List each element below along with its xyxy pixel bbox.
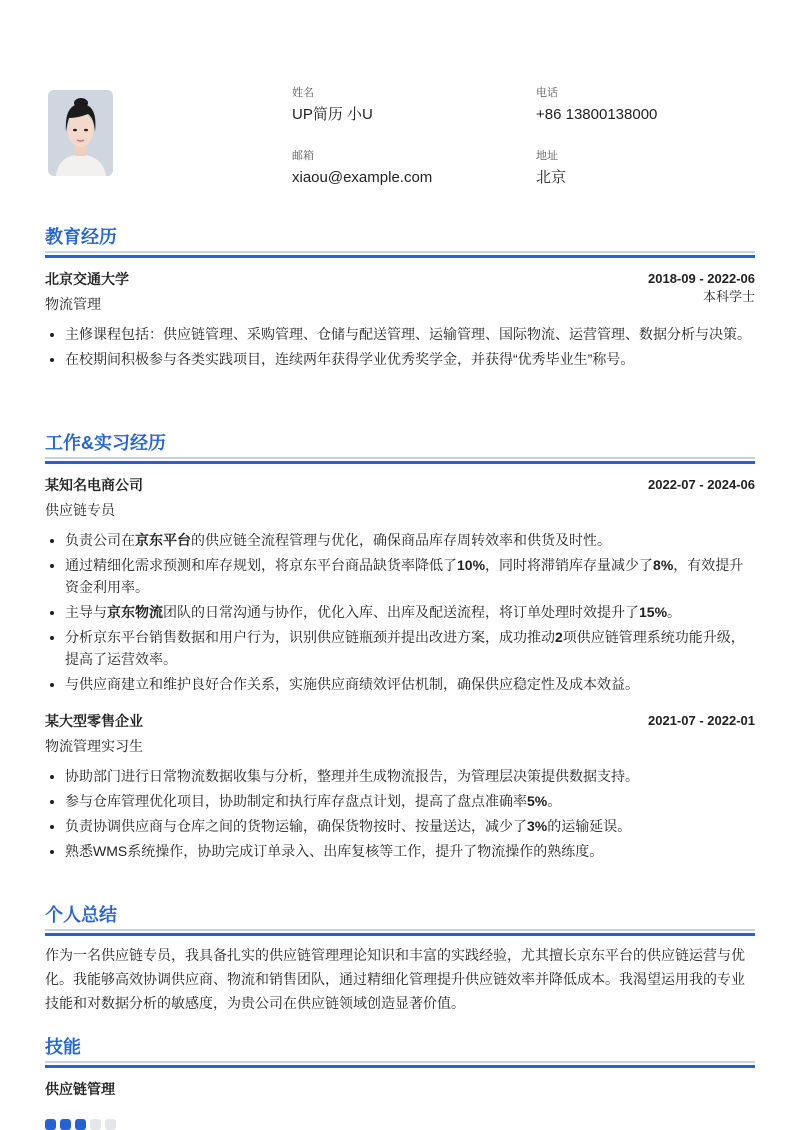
portrait-image — [48, 90, 113, 176]
text-segment: 负责公司在 — [65, 532, 135, 548]
text-segment: 的运输延误。 — [547, 818, 632, 834]
field-label: 地址 — [536, 150, 558, 162]
field-name — [292, 86, 373, 126]
divider — [45, 1065, 755, 1068]
text-segment: 的供应链全流程管理与优化，确保商品库存周转效率和供货及时性。 — [191, 532, 611, 548]
date-range: 2018-09 - 2022-06 — [648, 271, 755, 286]
list-item — [65, 626, 755, 670]
field-value: +86 13800138000 — [536, 106, 658, 123]
text-segment: 项供应链管理系统功能升级，提高了运营效率。 — [65, 629, 745, 667]
field-email — [292, 149, 432, 189]
degree: 本科学士 — [702, 289, 755, 304]
level-dot-empty — [90, 1119, 101, 1130]
school-name: 北京交通大学 — [45, 271, 129, 287]
text-segment: 与供应商建立和维护良好合作关系，实施供应商绩效评估机制，确保供应稳定性及成本效益。 — [65, 676, 639, 692]
level-dot-empty — [105, 1119, 116, 1130]
text-segment: 参与仓库管理优化项目，协助制定和执行库存盘点计划，提高了盘点准确率 — [65, 793, 527, 809]
skill-name: 供应链管理 — [45, 1081, 115, 1097]
text-segment: 熟悉WMS系统操作，协助完成订单录入、出库复核等工作，提升了物流操作的熟练度。 — [65, 843, 604, 859]
field-label: 电话 — [536, 87, 558, 99]
text-segment: 协助部门进行日常物流数据收集与分析，整理并生成物流报告，为管理层决策提供数据支持。 — [65, 768, 639, 784]
highlight-text: 5% — [527, 793, 548, 809]
field-value: 北京 — [536, 169, 567, 186]
skill-item — [45, 1079, 755, 1130]
education-entry — [45, 269, 755, 370]
summary-section — [45, 903, 755, 1015]
text-segment: 。 — [667, 604, 682, 620]
text-segment: 通过精细化需求预测和库存规划，将京东平台商品缺货率降低了 — [65, 557, 457, 573]
major: 物流管理 — [45, 296, 101, 312]
list-item — [65, 529, 755, 551]
date-range: 2022-07 - 2024-06 — [648, 477, 755, 492]
level-dot-filled — [60, 1119, 71, 1130]
field-address — [536, 149, 566, 189]
highlight-text: 8% — [653, 557, 674, 573]
section-title: 教育经历 — [45, 227, 117, 247]
highlight-text: 15% — [639, 604, 668, 620]
list-item — [65, 323, 755, 345]
divider — [45, 255, 755, 258]
highlight-text: 京东平台 — [135, 532, 191, 548]
list-item — [65, 765, 755, 787]
divider — [45, 457, 755, 459]
highlight-text: 2 — [555, 629, 563, 645]
divider — [45, 251, 755, 253]
list-item — [65, 554, 755, 598]
text-segment: 主导与 — [65, 604, 107, 620]
field-phone — [536, 86, 657, 126]
job-entry — [45, 711, 755, 862]
section-title: 个人总结 — [45, 905, 117, 925]
list-item — [65, 601, 755, 623]
job-role: 物流管理实习生 — [45, 738, 143, 754]
date-range: 2021-07 - 2022-01 — [648, 713, 755, 728]
divider — [45, 929, 755, 931]
avatar-photo — [48, 90, 113, 176]
list-item — [65, 348, 755, 370]
level-dot-filled — [45, 1119, 56, 1130]
list-item — [65, 790, 755, 812]
bullet-list — [45, 529, 755, 695]
skills-section — [45, 1035, 755, 1130]
bullet-list — [45, 765, 755, 862]
bullet-list — [45, 323, 755, 370]
field-label: 邮箱 — [292, 150, 314, 162]
skill-level — [45, 1119, 755, 1130]
field-value: xiaou@example.com — [292, 169, 433, 186]
text-segment: 在校期间积极参与各类实践项目，连续两年获得学业优秀奖学金，并获得“优秀毕业生”称号。 — [65, 351, 635, 367]
divider — [45, 1061, 755, 1063]
text-segment: ，同时将滞销库存量减少了 — [485, 557, 654, 573]
text-segment: 分析京东平台销售数据和用户行为，识别供应链瓶颈并提出改进方案，成功推动 — [65, 629, 555, 645]
text-segment: 主修课程包括：供应链管理、采购管理、仓储与配送管理、运输管理、国际物流、运营管理、数据分析与决策。 — [65, 326, 751, 342]
text-segment: 团队的日常沟通与协作，优化入库、出库及配送流程，将订单处理时效提升了 — [163, 604, 639, 620]
divider — [45, 461, 755, 464]
job-role: 供应链专员 — [45, 502, 115, 518]
list-item — [65, 673, 755, 695]
highlight-text: 京东物流 — [107, 604, 163, 620]
job-entry — [45, 475, 755, 695]
company-name: 某大型零售企业 — [45, 713, 143, 729]
text-segment: 。 — [547, 793, 562, 809]
field-label: 姓名 — [292, 87, 314, 99]
text-segment: ，有效提升资金利用率。 — [65, 557, 744, 595]
section-title: 工作&实习经历 — [45, 433, 166, 453]
divider — [45, 933, 755, 936]
education-section — [45, 225, 755, 373]
section-title: 技能 — [45, 1037, 81, 1057]
field-value: UP简历 小U — [292, 106, 373, 123]
work-section — [45, 431, 755, 865]
highlight-text: 3% — [527, 818, 548, 834]
company-name: 某知名电商公司 — [45, 477, 143, 493]
text-segment: 负责协调供应商与仓库之间的货物运输，确保货物按时、按量送达，减少了 — [65, 818, 527, 834]
list-item — [65, 815, 755, 837]
highlight-text: 10% — [457, 557, 486, 573]
level-dot-filled — [75, 1119, 86, 1130]
list-item — [65, 840, 755, 862]
summary-text: 作为一名供应链专员，我具备扎实的供应链管理理论知识和丰富的实践经验，尤其擅长京东平台的供应链运营与优化。我能够高效协调供应商、物流和销售团队，通过精细化管理提升供应链效率并降低成本。我渴望运用我的专业技能和对数据分析的敏感度，为贵公司在供应链领域创造显著价值。 — [45, 947, 745, 1011]
